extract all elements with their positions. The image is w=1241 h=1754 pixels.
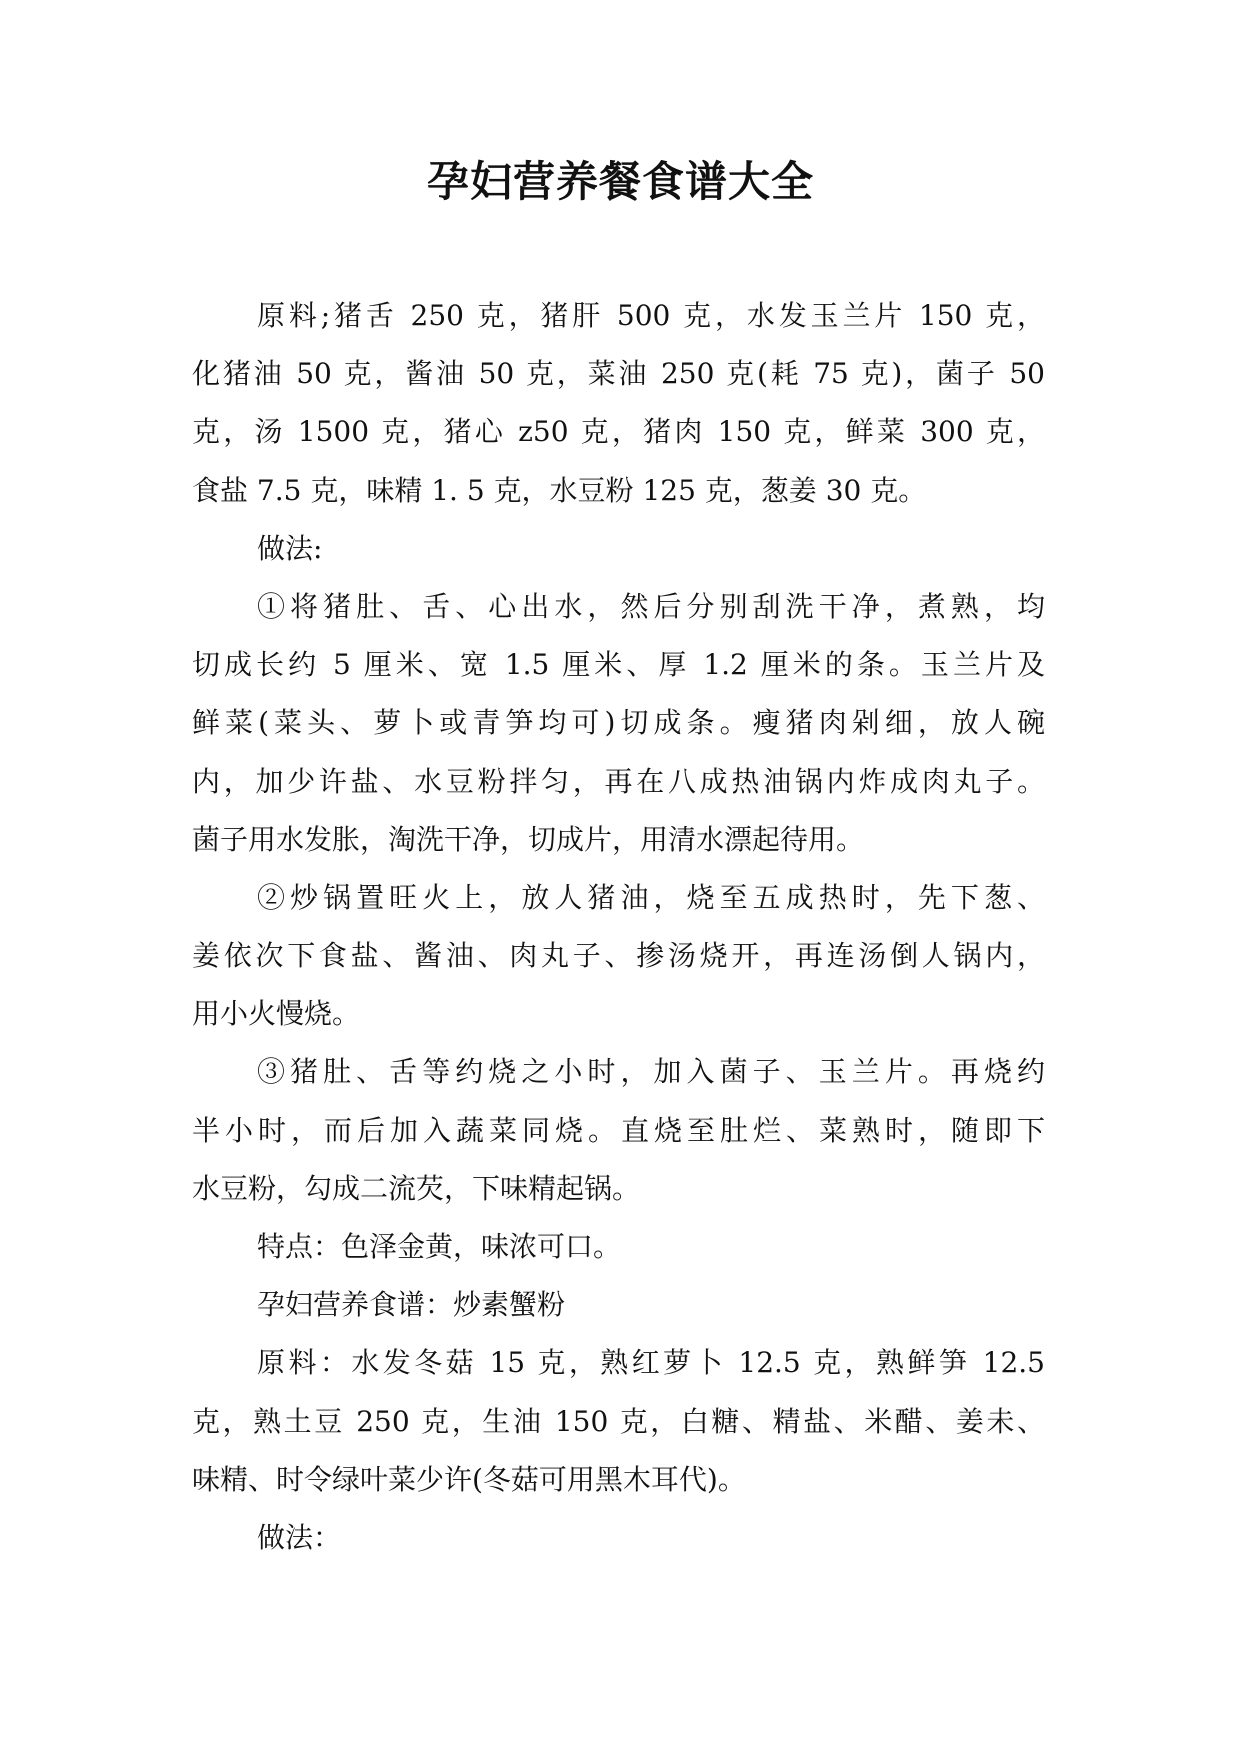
text-line: 菌子用水发胀，淘洗干净，切成片，用清水漂起待用。 [192,822,865,856]
text-line: 姜依次下食盐、酱油、肉丸子、掺汤烧开，再连汤倒人锅内， [192,939,1045,973]
text-line: ②炒锅置旺火上，放人猪油，烧至五成热时，先下葱、 [257,880,1045,914]
text-line: 味精、时令绿叶菜少许(冬菇可用黑木耳代)。 [192,1462,746,1496]
text-line: 特点：色泽金黄，味浓可口。 [257,1230,622,1263]
text-line: 鲜菜(菜头、萝卜或青笋均可)切成条。瘦猪肉剁细，放人碗 [192,706,1045,740]
text-line: 做法: [257,531,323,565]
text-line: 原料：水发冬菇 15 克，熟红萝卜 12.5 克，熟鲜笋 12.5 [257,1346,1045,1380]
text-line: 克，汤 1500 克，猪心 z50 克，猪肉 150 克，鲜菜 300 克， [192,415,1045,449]
text-line: 孕妇营养食谱：炒素蟹粉 [257,1288,566,1322]
text-line: 化猪油 50 克，酱油 50 克，菜油 250 克(耗 75 克)，菌子 50 [192,357,1045,391]
document-body [192,287,1045,1567]
text-line: 食盐 7.5 克，味精 1. 5 克，水豆粉 125 克，葱姜 30 克。 [192,473,927,507]
text-line: ③猪肚、舌等约烧之小时，加入菌子、玉兰片。再烧约 [257,1055,1045,1089]
text-line: 水豆粉，勾成二流芡，下味精起锅。 [192,1171,641,1205]
text-line: 内，加少许盐、水豆粉拌匀，再在八成热油锅内炸成肉丸子。 [192,764,1045,798]
text-line: 做法： [257,1520,342,1554]
text-line: 用小火慢烧。 [192,997,361,1031]
text-line: 克，熟土豆 250 克，生油 150 克，白糖、精盐、米醋、姜未、 [192,1404,1045,1438]
text-line: 半小时，而后加入蔬菜同烧。直烧至肚烂、菜熟时，随即下 [192,1113,1045,1147]
document-title: 孕妇营养餐食谱大全 [426,157,814,206]
text-line: 原料;猪舌 250 克，猪肝 500 克，水发玉兰片 150 克， [257,299,1045,332]
text-line: 切成长约 5 厘米、宽 1.5 厘米、厚 1.2 厘米的条。玉兰片及 [192,648,1045,682]
text-line: ①将猪肚、舌、心出水，然后分别刮洗干净，煮熟，均 [257,589,1045,623]
